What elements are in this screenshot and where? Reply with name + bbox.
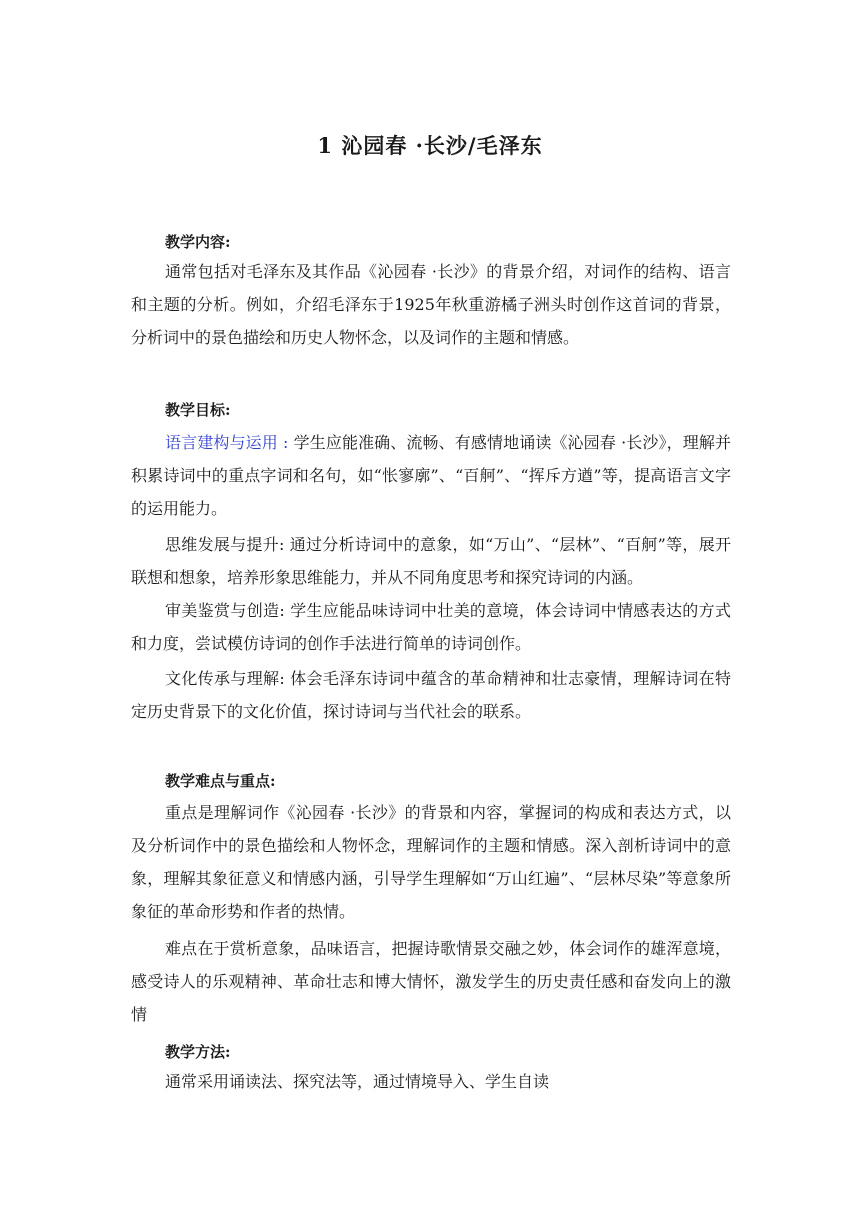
section-heading-goals: 教学目标:	[165, 401, 231, 419]
goal-label-culture: 文化传承与理解:	[165, 669, 285, 688]
goal-text-aesthetic: 学生应能品味诗词中壮美的意境，体会诗词中情感表达的方式和力度，尝试模仿诗词的创作手法进行简单的诗词创作。	[131, 601, 731, 653]
section-heading-content: 教学内容:	[165, 233, 231, 251]
methods-paragraph: 通常采用诵读法、探究法等，通过情境导入、学生自读	[165, 1072, 550, 1091]
goal-text-language: 学生应能准确、流畅、有感情地诵读《沁园春 ·长沙》，理解并积累诗词中的重点字词和名句，如“怅寥廓”、“百舸”、“挥斥方遒”等，提高语言文字的运用能力。	[131, 433, 731, 518]
content-paragraph: 通常包括对毛泽东及其作品《沁园春 ·长沙》的背景介绍，对词作的结构、语言和主题的分析。例如，介绍毛泽东于1925年秋重游橘子洲头时创作这首词的背景，分析词中的景色描绘和历史人物怀念，以及词作的主题和情感。	[131, 262, 731, 347]
section-heading-methods: 教学方法:	[165, 1043, 231, 1061]
goal-text-culture: 体会毛泽东诗词中蕴含的革命精神和壮志豪情，理解诗词在特定历史背景下的文化价值，探讨诗词与当代社会的联系。	[131, 669, 731, 721]
goal-label-aesthetic: 审美鉴赏与创造:	[165, 601, 285, 620]
goal-paragraph-aesthetic	[131, 594, 731, 660]
document-title: 1 沁园春 ·长沙/毛泽东	[317, 133, 543, 158]
difficulty-paragraph: 难点在于赏析意象，品味语言，把握诗歌情景交融之妙，体会词作的雄浑意境，感受诗人的乐观精神、革命壮志和博大情怀，激发学生的历史责任感和奋发向上的激情	[131, 939, 731, 1024]
goal-label-language: 语言建构与运用 :	[165, 433, 289, 452]
goal-text-thinking: 通过分析诗词中的意象，如“万山”、“层林”、“百舸”等，展开联想和想象，培养形象思维能力，并从不同角度思考和探究诗词的内涵。	[131, 535, 731, 587]
goal-paragraph-culture	[131, 662, 731, 728]
goal-label-thinking: 思维发展与提升:	[165, 535, 285, 554]
key-points-paragraph: 重点是理解词作《沁园春 ·长沙》的背景和内容，掌握词的构成和表达方式，以及分析词作中的景色描绘和人物怀念，理解词作的主题和情感。深入剖析诗词中的意象，理解其象征意义和情感内涵，引导学生理解如“万山红遍”、“层林尽染”等意象所象征的革命形势和作者的热情。	[131, 803, 731, 921]
section-heading-key-points: 教学难点与重点:	[165, 772, 276, 790]
goal-paragraph-thinking	[131, 528, 731, 594]
goal-paragraph-language	[131, 426, 731, 525]
